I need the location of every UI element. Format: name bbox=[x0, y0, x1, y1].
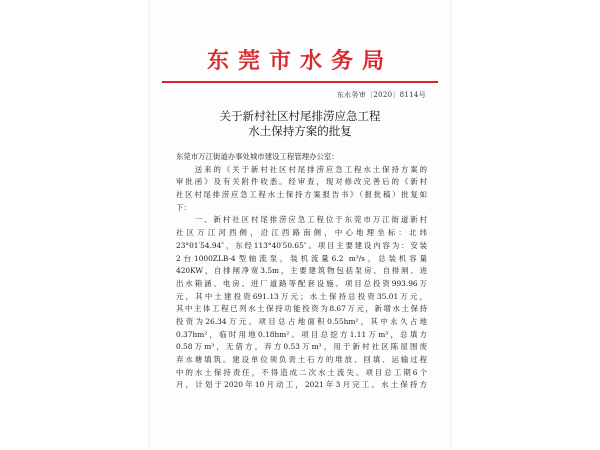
body-line: 送来的《关于新村社区村尾排涝应急工程水土保持方案的 bbox=[176, 164, 427, 174]
document-number: 东水务审〔2020〕8114号 bbox=[336, 91, 426, 99]
body-line: 2台1000ZLB-4型轴流泵，装机流量6.2 m³/s，总装机容量 bbox=[176, 253, 427, 263]
body-line: 出水箱涵、电房、进厂道路等配套设施。项目总投资993.96万 bbox=[176, 278, 427, 288]
body-line: 社区村尾排涝应急工程水土保持方案报告书》（报批稿）批复如 bbox=[176, 190, 427, 200]
org-header: 东莞市水务局 bbox=[206, 48, 393, 74]
document-title-line-1: 关于新村社区村尾排涝应急工程 bbox=[219, 109, 381, 123]
body-line: 23°01′54.94″，东经113°40′50.65″。项目主要建设内容为：安装 bbox=[176, 240, 427, 250]
body-line: 中的水土保持责任，不得造成二次水土流失。项目总工期6个 bbox=[176, 367, 427, 377]
header-red-rule bbox=[162, 81, 438, 83]
document-title-line-2: 水土保持方案的批复 bbox=[248, 124, 352, 138]
document-body bbox=[176, 151, 427, 392]
document-title bbox=[150, 109, 450, 139]
body-line: 0.37hm²，临时用地0.18hm²。项目总挖方1.11万m³，总填方 bbox=[176, 329, 427, 339]
body-line: 下： bbox=[176, 202, 191, 212]
addressee-line: 东莞市万江街道办事处城市建设工程管理办公室： bbox=[176, 152, 339, 161]
body-line: 其中主体工程已列水土保持功能投资为8.67万元，新增水土保持 bbox=[176, 304, 427, 314]
body-line: 审批函》及有关附件收悉。经审查，现对修改完善后的《新村 bbox=[176, 177, 427, 187]
body-line: 一、新村社区村尾排涝应急工程位于东莞市万江街道新村 bbox=[176, 215, 427, 225]
body-line: 社区万江河西侧，沿江西路南侧，中心地理坐标：北纬 bbox=[176, 228, 427, 238]
body-line: 0.58万m³，无借方，弃方0.53万m³，用于新村社区陈屋围废 bbox=[176, 342, 427, 352]
document-sheet bbox=[150, 0, 450, 450]
body-line: 元，其中土建投资691.13万元；水土保持总投资35.01万元， bbox=[176, 291, 427, 301]
body-line: 月，计划于2020年10月动工，2021年3月完工。水土保持方 bbox=[176, 380, 427, 390]
body-line: 420KW，自排闸净宽3.5m，主要建筑物包括泵房、自排闸、进 bbox=[176, 266, 427, 276]
body-line: 投资为26.34万元。项目总占地面积0.55hm²，其中永久占地 bbox=[176, 316, 427, 326]
body-line: 弃水塘填筑。建设单位须负责土石方的堆放、回填、运输过程 bbox=[176, 355, 427, 364]
